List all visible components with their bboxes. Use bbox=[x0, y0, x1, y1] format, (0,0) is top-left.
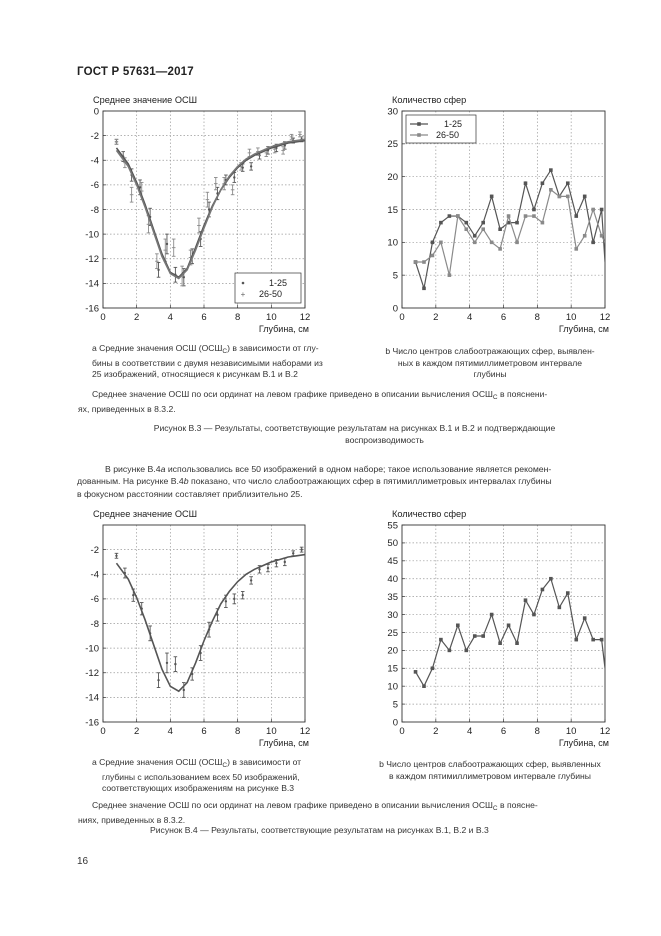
x-tick-label: 12 bbox=[599, 726, 611, 737]
y-tick-label: -10 bbox=[85, 229, 99, 241]
legend-label-26-50: 26-50 bbox=[436, 130, 460, 140]
note-text: в поясне- bbox=[497, 800, 538, 810]
x-tick-label: 0 bbox=[399, 726, 405, 737]
y-tick-label: 30 bbox=[387, 106, 398, 118]
data-point-counts bbox=[600, 638, 604, 642]
body-paragraph bbox=[77, 463, 632, 500]
x-tick-label: 8 bbox=[534, 726, 540, 737]
note-text: ях, приведенных в 8.3.2. bbox=[78, 403, 176, 414]
paragraph-italic: b bbox=[183, 476, 189, 487]
data-point-counts bbox=[439, 638, 443, 642]
x-tick-label: 4 bbox=[167, 312, 173, 323]
x-tick-label: 6 bbox=[201, 312, 207, 323]
caption-text: b Число центров слабоотражающих сфер, выявлен- bbox=[385, 346, 595, 356]
fig4-note bbox=[78, 800, 632, 826]
x-tick-label: 12 bbox=[599, 312, 611, 323]
data-point-counts bbox=[524, 598, 528, 602]
x-tick-label: 12 bbox=[299, 726, 311, 737]
y-tick-label: -8 bbox=[90, 618, 99, 630]
caption-text: ных в каждом пятимиллиметровом интервале bbox=[397, 357, 583, 368]
x-axis-label: Глубина, см bbox=[258, 738, 309, 748]
caption-text: 25 изображений, относящиеся к рисункам В.1 и В.2 bbox=[92, 369, 298, 380]
paragraph-text: в фокусном расстоянии составляет приблизительно 25. bbox=[77, 488, 303, 499]
y-tick-label: 0 bbox=[392, 303, 398, 315]
caption-subscript: C bbox=[222, 762, 228, 769]
x-axis-label: Глубина, см bbox=[558, 738, 609, 748]
y-tick-label: -4 bbox=[90, 155, 99, 167]
x-tick-label: 4 bbox=[467, 312, 473, 323]
y-tick-label: 15 bbox=[387, 204, 398, 216]
caption-text: b Число центров слабоотражающих сфер, выявленных bbox=[379, 759, 601, 769]
data-point-counts bbox=[515, 641, 519, 645]
chart-title: Среднее значение ОСШ bbox=[93, 95, 198, 105]
y-tick-label: 0 bbox=[93, 106, 99, 118]
data-point-counts bbox=[473, 634, 477, 638]
y-tick-label: -8 bbox=[90, 204, 99, 216]
y-tick-label: 0 bbox=[392, 717, 398, 729]
y-tick-label: -12 bbox=[85, 254, 99, 266]
y-tick-label: -4 bbox=[90, 569, 99, 581]
x-tick-label: 12 bbox=[299, 312, 311, 323]
paragraph-text: В рисунке В.4 bbox=[105, 464, 161, 474]
data-point-counts bbox=[558, 606, 562, 610]
chart-title: Среднее значение ОСШ bbox=[93, 509, 198, 519]
figure-title: воспроизводимость bbox=[345, 434, 424, 445]
caption-text: а Средние значения ОСШ (ОСШ bbox=[92, 343, 223, 353]
data-point-counts bbox=[532, 613, 536, 617]
y-tick-label: 20 bbox=[387, 171, 398, 183]
paragraph-italic: а bbox=[160, 464, 166, 474]
x-tick-label: 0 bbox=[100, 312, 106, 323]
page-header: ГОСТ Р 57631—2017 bbox=[77, 66, 194, 78]
data-point-counts bbox=[456, 623, 460, 627]
x-axis-label: Глубина, см bbox=[558, 324, 609, 334]
note-text: ниях, приведенных в 8.3.2. bbox=[78, 814, 186, 825]
page-number: 16 bbox=[77, 856, 89, 867]
legend-marker: + bbox=[240, 290, 246, 299]
x-tick-label: 2 bbox=[134, 312, 140, 323]
y-tick-label: 5 bbox=[392, 270, 398, 282]
y-tick-label: 45 bbox=[387, 556, 398, 568]
note-text: в пояснени- bbox=[497, 389, 548, 399]
data-point-counts bbox=[490, 613, 494, 617]
legend-label-26-50: 26-50 bbox=[259, 289, 283, 299]
y-tick-label: 35 bbox=[387, 591, 398, 603]
caption-text: ) в зависимости от глу- bbox=[227, 343, 319, 353]
caption-text: соответствующих изображениям на рисунке В.3 bbox=[102, 783, 295, 794]
y-tick-label: 10 bbox=[387, 237, 398, 249]
data-point-counts bbox=[464, 649, 468, 653]
caption-text: глубины с использованием всех 50 изображений, bbox=[102, 771, 300, 782]
y-tick-label: 5 bbox=[392, 699, 398, 711]
x-tick-label: 10 bbox=[266, 726, 277, 737]
data-point-counts bbox=[549, 577, 553, 581]
data-point-counts bbox=[431, 666, 435, 670]
data-point-counts bbox=[591, 638, 595, 642]
x-tick-label: 6 bbox=[201, 726, 207, 737]
y-tick-label: 10 bbox=[387, 681, 398, 693]
y-tick-label: -14 bbox=[85, 278, 99, 290]
y-tick-label: 40 bbox=[387, 574, 398, 586]
fig3-note bbox=[78, 389, 632, 415]
x-tick-label: 6 bbox=[500, 312, 507, 323]
x-tick-label: 10 bbox=[565, 726, 577, 737]
y-tick-label: -2 bbox=[90, 544, 99, 556]
x-tick-label: 6 bbox=[500, 726, 507, 737]
caption-text: глубины bbox=[473, 369, 507, 380]
note-subscript: C bbox=[492, 805, 498, 812]
x-tick-label: 2 bbox=[134, 726, 140, 737]
y-tick-label: 20 bbox=[387, 645, 398, 657]
data-point-counts bbox=[583, 616, 587, 620]
fig3-title bbox=[77, 423, 632, 446]
y-tick-label: -2 bbox=[90, 130, 99, 142]
data-point-counts bbox=[481, 634, 485, 638]
data-point-counts bbox=[574, 638, 578, 642]
caption-text: в каждом пятимиллиметровом интервале глубины bbox=[389, 770, 591, 781]
y-tick-label: -12 bbox=[85, 668, 99, 680]
x-tick-label: 2 bbox=[433, 312, 439, 323]
caption-text: а Средние значения ОСШ (ОСШ bbox=[92, 757, 223, 767]
note-subscript: C bbox=[492, 394, 498, 401]
x-tick-label: 0 bbox=[100, 726, 106, 737]
x-tick-label: 0 bbox=[399, 312, 405, 323]
data-point-counts bbox=[422, 684, 426, 688]
x-tick-label: 8 bbox=[235, 312, 241, 323]
y-tick-label: -6 bbox=[90, 594, 99, 606]
y-tick-label: 55 bbox=[387, 520, 398, 532]
data-point-counts bbox=[507, 623, 511, 627]
paragraph-text: дованным. На рисунке В.4 bbox=[77, 476, 184, 487]
data-point-counts bbox=[448, 649, 452, 653]
data-point-counts bbox=[498, 641, 502, 645]
fig4-title: Рисунок В.4 — Результаты, соответствующие результатам на рисунках В.1, В.2 и В.3 bbox=[150, 825, 489, 835]
paragraph-text: использовались все 50 изображений в одном наборе; такое использование является рекомен- bbox=[165, 464, 552, 474]
y-tick-label: 25 bbox=[387, 139, 398, 151]
y-tick-label: -14 bbox=[85, 692, 99, 704]
chart-title: Количество сфер bbox=[392, 95, 467, 105]
y-tick-label: -6 bbox=[90, 180, 99, 192]
paragraph-text: показано, что число слабоотражающих сфер в пятимиллиметровых интервалах глубины bbox=[188, 476, 552, 487]
x-tick-label: 2 bbox=[433, 726, 439, 737]
x-tick-label: 4 bbox=[467, 726, 473, 737]
x-tick-label: 10 bbox=[565, 312, 577, 323]
x-tick-label: 10 bbox=[266, 312, 277, 323]
y-tick-label: -10 bbox=[85, 643, 99, 655]
series-line-counts bbox=[416, 579, 605, 686]
figure-title: Рисунок В.3 — Результаты, соответствующие результатам на рисунках В.1 и В.2 и подтверждающие bbox=[153, 423, 556, 433]
y-tick-label: -16 bbox=[85, 303, 99, 315]
fig4b-caption bbox=[350, 759, 630, 782]
x-tick-label: 4 bbox=[167, 726, 173, 737]
data-point-counts bbox=[414, 670, 418, 674]
y-tick-label: -16 bbox=[85, 717, 99, 729]
caption-text: ) в зависимости от bbox=[227, 757, 302, 767]
chart-title: Количество сфер bbox=[392, 509, 467, 519]
x-tick-label: 8 bbox=[534, 312, 540, 323]
legend-label-1-25: 1-25 bbox=[269, 278, 288, 288]
y-tick-label: 15 bbox=[387, 663, 398, 675]
note-text: Среднее значение ОСШ по оси ординат на левом графике приведено в описании вычисления ОСШ bbox=[92, 389, 493, 399]
y-tick-label: 25 bbox=[387, 627, 398, 639]
legend-label-1-25: 1-25 bbox=[444, 119, 463, 129]
x-tick-label: 8 bbox=[235, 726, 241, 737]
caption-text: бины в соответствии с двумя независимыми наборами из bbox=[92, 357, 323, 368]
caption-subscript: C bbox=[222, 348, 228, 355]
data-point-counts bbox=[541, 588, 545, 592]
y-tick-label: 50 bbox=[387, 538, 398, 550]
fig3b-caption bbox=[355, 346, 625, 381]
fig3a-caption bbox=[92, 343, 372, 381]
y-tick-label: 30 bbox=[387, 609, 398, 621]
x-axis-label: Глубина, см bbox=[258, 324, 309, 334]
note-text: Среднее значение ОСШ по оси ординат на левом графике приведено в описании вычисления ОСШ bbox=[92, 800, 493, 810]
fig4a-caption bbox=[92, 757, 362, 795]
data-point-counts bbox=[566, 591, 570, 595]
